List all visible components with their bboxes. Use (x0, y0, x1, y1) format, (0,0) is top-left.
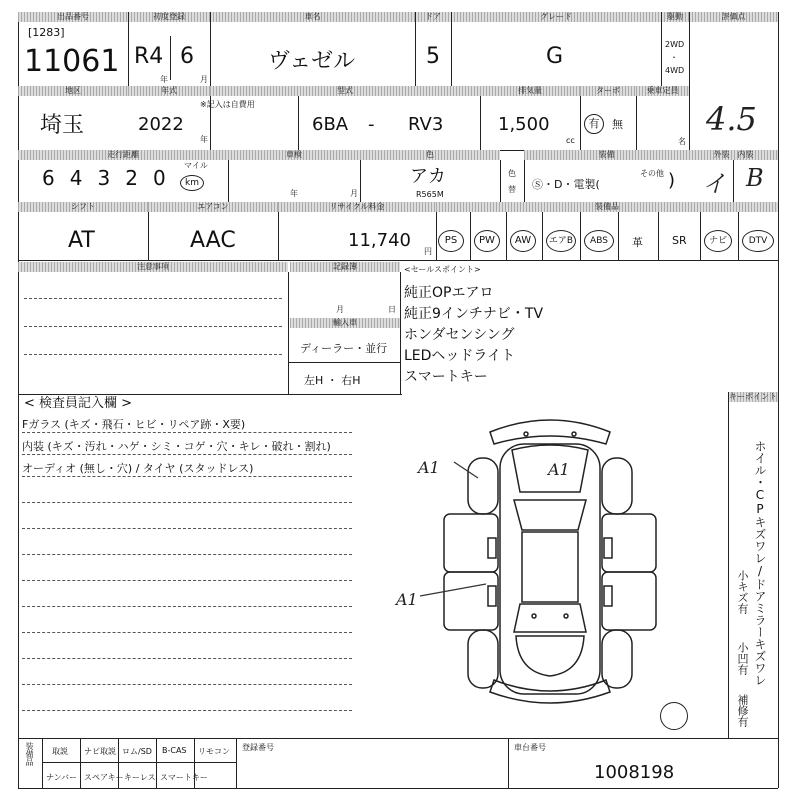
damage-marks (390, 456, 580, 616)
recycle-value: 11,740 (348, 230, 411, 251)
option-sr: SR (672, 234, 687, 247)
header-aircon: エアコン (148, 202, 278, 212)
mileage-digits: 6 4 3 2 0 (42, 166, 169, 190)
side-comment-2: 小キズ有 (736, 570, 749, 614)
front-bumper (490, 420, 610, 444)
header-grade-labels: 外装 内装 (689, 150, 778, 160)
sales-point-3: ホンダセンシング (404, 327, 515, 343)
inspection-line-1: Fガラス (キズ・飛石・ヒビ・リペア跡・X要) (22, 418, 246, 431)
footer-smart-key: スマートキー (160, 773, 208, 782)
header-doors: ドア (415, 12, 451, 22)
lot-code: [1283] (28, 26, 65, 39)
footer-rom-sd: ロム/SD (122, 747, 152, 756)
header-shift: シフト (18, 202, 148, 212)
model-year: 2022 (138, 114, 184, 135)
footer-manual: 取説 (52, 747, 68, 756)
damage-mark-2: A1 (548, 460, 570, 479)
header-displacement: 排気量 (480, 86, 580, 96)
model-year-unit: 年 (200, 135, 208, 144)
score: 4.5 (706, 100, 757, 138)
side-comment-1: ホイル・CPキズワレ/ドアミラーキズワレ (753, 440, 767, 686)
mileage-unit-km: km (180, 175, 204, 191)
option-dtv: DTV (742, 230, 774, 252)
footer-keyless: キーレス (124, 773, 156, 782)
aircon: AAC (190, 228, 236, 253)
car-grade: G (546, 44, 564, 69)
drive-4wd: 4WD (665, 66, 685, 75)
option-ps: PS (438, 230, 464, 252)
grade-exterior: B (746, 164, 764, 192)
type-prefix: 6BA (312, 114, 349, 135)
color-code: R565M (416, 190, 444, 199)
sales-point-1: 純正OPエアロ (404, 285, 494, 301)
header-drive: 駆動 (661, 12, 689, 22)
header-recycle: リサイクル料金 (278, 202, 436, 212)
inspection-line-3: オーディオ (無し・穴) / タイヤ (スタッドレス) (22, 462, 254, 475)
damage-mark-1: A1 (418, 458, 440, 477)
right-rear-door (602, 572, 656, 630)
header-year: 初度登録 (128, 12, 210, 22)
turbo-no: 無 (612, 118, 623, 131)
model-year-sub: ※記入は自費用 (200, 100, 255, 109)
header-turbo: ターボ (580, 86, 636, 96)
header-model-year: 年式 (128, 86, 210, 96)
sales-point-5: スマートキー (404, 369, 488, 385)
recycle-unit: 円 (424, 247, 432, 256)
header-lot: 出品番号 (18, 12, 128, 22)
displacement-unit: cc (566, 136, 575, 145)
header-sales-point: <セールスポイント> (404, 265, 481, 274)
type-code: RV3 (408, 114, 444, 135)
history-delivery: ディーラー・並行 (300, 342, 388, 355)
option-leather: 革 (632, 236, 643, 249)
drive-2wd: 2WD (665, 40, 685, 49)
header-inspection: 車検 (228, 150, 360, 160)
side-comment-4: 補修有 (736, 694, 749, 727)
header-equipment: 装備 (524, 150, 689, 160)
option-aw: AW (510, 230, 536, 252)
option-airbag: エアB (546, 230, 576, 252)
inspection-month-unit: 月 (350, 189, 358, 198)
footer-remote: リモコン (198, 747, 230, 756)
color-name: アカ (410, 166, 446, 187)
header-keypoint: キーポイント (729, 392, 777, 401)
header-certificate: 評価点 (689, 12, 778, 22)
side-comment-3: 小凹有 (736, 642, 749, 675)
car-doors: 5 (426, 44, 440, 69)
sales-point-4: LEDヘッドライト (404, 348, 516, 364)
footer-label: 装備品 (25, 742, 34, 766)
option-pw: PW (474, 230, 500, 252)
option-navi: ナビ (704, 230, 732, 252)
drive-dot: ・ (670, 53, 678, 62)
reg-era-unit: 年 (160, 75, 168, 84)
footer-chassis-label: 車台番号 (514, 743, 546, 752)
reg-era: R4 (134, 44, 164, 69)
reg-month-unit: 月 (200, 75, 208, 84)
header-carname: 車名 (210, 12, 415, 22)
type-dash: - (368, 114, 375, 135)
equipment-items: Ⓢ・D・電製( (532, 178, 600, 191)
header-mileage: 走行距離 (18, 150, 228, 160)
right-front-fender (602, 458, 632, 514)
header-region: 地区 (18, 86, 128, 96)
rear-bumper (490, 680, 610, 703)
header-options: 装備品 (436, 202, 778, 212)
history-month: 月 (336, 305, 344, 314)
option-abs: ABS (584, 230, 614, 252)
history-steering: 左H ・ 右H (304, 374, 361, 387)
header-seats: 乗車定員 (636, 86, 689, 96)
footer-navi-manual: ナビ取説 (84, 747, 116, 756)
trunk (516, 636, 584, 676)
header-grade: グレード (451, 12, 661, 22)
reg-month: 6 (180, 44, 194, 69)
inspection-title: < 検査員記入欄 > (24, 396, 133, 411)
header-import: 輸入車 (290, 318, 400, 328)
footer-chassis: 1008198 (594, 762, 675, 783)
damage-mark-3: A1 (396, 590, 418, 609)
header-history: 記録簿 (290, 262, 400, 272)
color-change-top: 色 (508, 169, 516, 178)
shift: AT (68, 228, 95, 253)
history-day: 日 (388, 305, 396, 314)
inspection-year-unit: 年 (290, 189, 298, 198)
displacement: 1,500 (498, 114, 550, 135)
inspection-line-2: 内装 (キズ・汚れ・ハゲ・シミ・コゲ・穴・キレ・破れ・割れ) (22, 440, 331, 453)
sales-point-2: 純正9インチナビ・TV (404, 306, 544, 322)
spare-tire-circle (660, 702, 688, 730)
turbo-yes: 有 (584, 114, 604, 134)
right-front-door (602, 514, 656, 572)
mileage-unit-mile: マイル (184, 161, 208, 170)
color-change-bottom: 替 (508, 185, 516, 194)
region: 埼玉 (40, 113, 85, 138)
footer-spare-key: スペアキー (84, 773, 124, 782)
equipment-other: その他 (640, 169, 664, 178)
footer-plate: ナンバー (46, 773, 78, 782)
header-notes: 注意事項 (18, 262, 288, 272)
header-color: 色 (360, 150, 500, 160)
car-name: ヴェゼル (268, 49, 356, 74)
header-type: 型式 (210, 86, 480, 96)
footer-reg-label: 登録番号 (242, 743, 274, 752)
footer-bcas: B-CAS (162, 746, 187, 755)
grade-interior: イ (702, 170, 726, 198)
lot-number: 11061 (24, 44, 120, 79)
equipment-close: ) (668, 170, 676, 191)
